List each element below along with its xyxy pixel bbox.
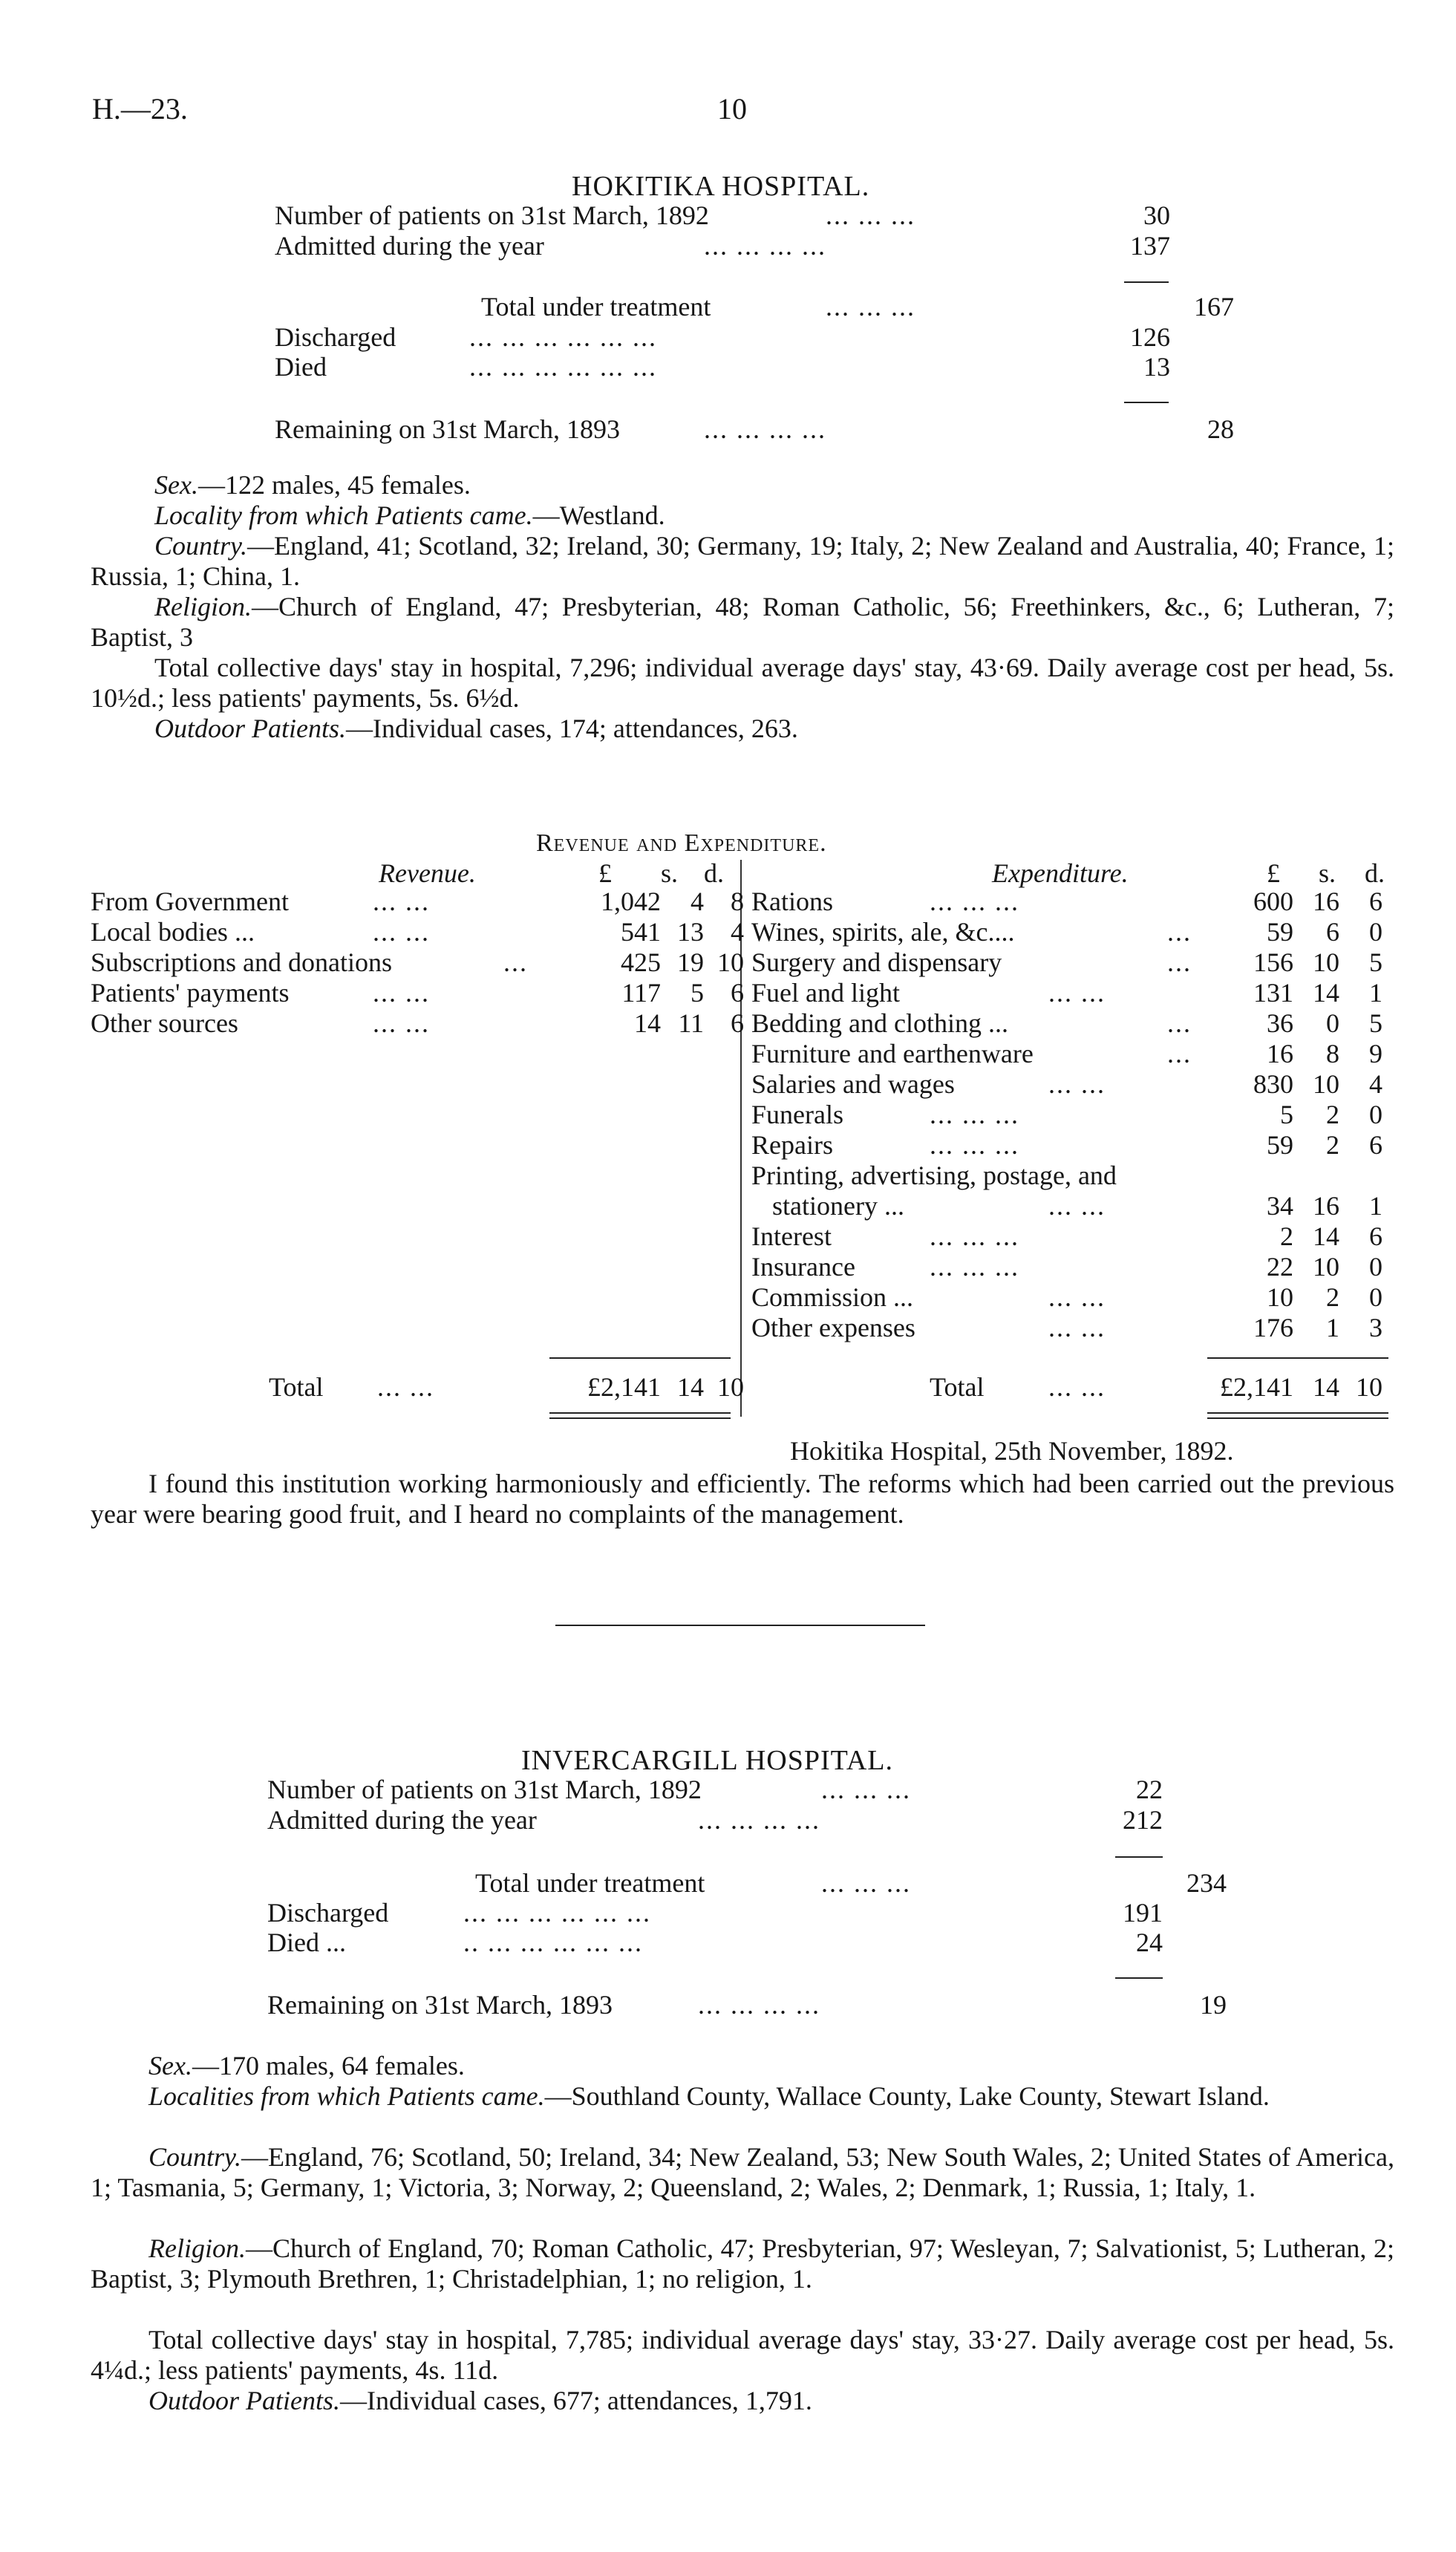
expenditure-row [751,1252,1397,1282]
hokitika-stat-label: Number of patients on 31st March, 1892 [275,200,709,230]
expenditure-shillings: 16 [1313,1191,1339,1221]
revenue-heading: Revenue. [379,858,476,888]
invercargill-outdoor: Outdoor Patients.—Individual cases, 677; attendances, 1,791. [148,2386,812,2415]
revenue-row [91,947,744,977]
expenditure-pence: 0 [1369,1100,1382,1129]
expenditure-row [751,1191,1397,1221]
leader-dots: ... ... ... [826,200,915,230]
leader-dots: .. ... ... ... ... ... [463,1928,643,1957]
expenditure-row [751,1008,1397,1038]
revenue-label: Local bodies ... [91,917,255,947]
expenditure-pence: 3 [1369,1313,1382,1342]
expenditure-row [751,1282,1397,1312]
inspection-text: I found this institution working harmoniously and efficiently. The reforms which had been carried out the previous year were bearing good fruit, and I heard no complaints of the management. [91,1469,1394,1529]
invercargill-discharged-value: 191 [1123,1898,1163,1928]
expenditure-pence: 4 [1369,1069,1382,1099]
expenditure-shillings: 2 [1326,1130,1339,1160]
sum-rule [1115,1977,1163,1979]
revenue-shillings: 19 [677,947,704,977]
col-pounds: £ [1267,858,1280,888]
expenditure-label: Surgery and dispensary [751,947,1002,977]
double-rule [1207,1417,1388,1419]
hokitika-died-value: 13 [1143,352,1170,382]
expenditure-shillings: 14 [1313,978,1339,1008]
hokitika-country: Country.—England, 41; Scotland, 32; Ireland, 30; Germany, 19; Italy, 2; New Zealand and Australia, 40; France, 1; Russia, 1; China, 1. [91,531,1394,591]
expenditure-shillings: 0 [1326,1008,1339,1038]
expenditure-pounds: 131 [1253,978,1293,1008]
invercargill-title: INVERCARGILL HOSPITAL. [521,1745,893,1776]
revenue-total-row [91,1372,744,1402]
expenditure-pence: 6 [1369,1130,1382,1160]
expenditure-label: stationery ... [772,1191,904,1221]
leader-dots: ... ... ... [930,1130,1019,1160]
expenditure-pence: 1 [1369,978,1382,1008]
double-rule [549,1417,731,1419]
expenditure-pence: 5 [1369,947,1382,977]
expenditure-heading: Expenditure. [992,858,1129,888]
leader-dots: ... [503,947,528,977]
leader-dots: ... ... ... ... [704,231,826,261]
expenditure-pounds: 22 [1267,1252,1293,1282]
leader-dots: ... ... ... [930,1100,1019,1129]
hokitika-discharged-label: Discharged [275,322,396,352]
section-separator [555,1625,925,1626]
leader-dots: ... ... [373,1008,430,1038]
expenditure-pounds: 59 [1267,917,1293,947]
hokitika-discharged-value: 126 [1130,322,1170,352]
leader-dots: ... ... ... [826,292,915,322]
hokitika-outdoor: Outdoor Patients.—Individual cases, 174; attendances, 263. [154,714,798,743]
leader-dots: ... [1167,1008,1192,1038]
expenditure-label: Rations [751,887,834,916]
col-shillings: s. [661,858,679,888]
expenditure-shillings: 2 [1326,1100,1339,1129]
revexp-title: Revenue and Expenditure. [536,829,827,857]
revenue-pence: 6 [731,1008,744,1038]
revenue-row [91,1008,744,1038]
revenue-pounds: 14 [634,1008,661,1038]
expenditure-row [751,1069,1397,1099]
revenue-label: From Government [91,887,289,916]
total-shillings: 14 [1313,1372,1339,1402]
leader-dots: ... ... [1048,1313,1106,1342]
invercargill-stay: Total collective days' stay in hospital, 7,785; individual average days' stay, 33·27. Daily average cost per head, 5s. 4¼d.; less patients' payments, 4s. 11d. [91,2325,1394,2385]
expenditure-row [751,978,1397,1008]
expenditure-total-row [751,1372,1397,1402]
expenditure-shillings: 14 [1313,1221,1339,1251]
expenditure-row [751,1100,1397,1129]
leader-dots: ... ... [373,978,430,1008]
expenditure-label: Bedding and clothing ... [751,1008,1008,1038]
leader-dots: ... ... [1048,1372,1106,1402]
expenditure-pounds: 5 [1280,1100,1293,1129]
revenue-row [91,978,744,1008]
hokitika-stat-value: 137 [1130,231,1170,261]
invercargill-discharged-label: Discharged [267,1898,389,1928]
expenditure-pounds: 36 [1267,1008,1293,1038]
hokitika-title: HOKITIKA HOSPITAL. [572,171,870,202]
expenditure-pence: 5 [1369,1008,1382,1038]
expenditure-label: Funerals [751,1100,843,1129]
invercargill-stat-label: Number of patients on 31st March, 1892 [267,1775,702,1804]
double-rule [1207,1412,1388,1414]
page-number: 10 [717,92,747,125]
col-pence: d. [1365,858,1385,888]
revenue-pence: 6 [731,978,744,1008]
invercargill-total-label: Total under treatment [475,1868,705,1898]
hokitika-remaining-value: 28 [1207,414,1234,444]
col-pounds: £ [598,858,612,888]
expenditure-pounds: 176 [1253,1313,1293,1342]
double-rule [549,1412,731,1414]
expenditure-shillings: 10 [1313,947,1339,977]
expenditure-shillings: 8 [1326,1039,1339,1068]
expenditure-label: Interest [751,1221,832,1251]
col-shillings: s. [1319,858,1336,888]
leader-dots: ... ... [1048,978,1106,1008]
total-label: Total [930,1372,985,1402]
revenue-pence: 8 [731,887,744,916]
expenditure-pence: 6 [1369,1221,1382,1251]
revenue-shillings: 13 [677,917,704,947]
revenue-shillings: 4 [691,887,704,916]
expenditure-label: Furniture and earthenware [751,1039,1034,1068]
leader-dots: ... ... ... [821,1868,911,1898]
expenditure-shillings: 2 [1326,1282,1339,1312]
invercargill-country: Country.—England, 76; Scotland, 50; Ireland, 34; New Zealand, 53; New South Wales, 2; United States of America, 1; Tasmania, 5; Germany, 1; Victoria, 3; Norway, 2; Queensland, 2; Wales, 2; Denmark, 1; Russia, 1; Italy, 1. [91,2142,1394,2202]
expenditure-label: Repairs [751,1130,833,1160]
inspection-place-date: Hokitika Hospital, 25th November, 1892. [790,1436,1234,1466]
hokitika-stay: Total collective days' stay in hospital, 7,296; individual average days' stay, 43·69. Daily average cost per head, 5s. 10½d.; less patients' payments, 5s. 6½d. [91,653,1394,713]
leader-dots: ... ... ... [930,1252,1019,1282]
expenditure-row [751,887,1397,916]
expenditure-pence: 0 [1369,1252,1382,1282]
sum-rule [1124,281,1169,283]
expenditure-shillings: 16 [1313,887,1339,916]
hokitika-stat-label: Admitted during the year [275,231,544,261]
invercargill-remaining-label: Remaining on 31st March, 1893 [267,1990,613,2020]
expenditure-shillings: 6 [1326,917,1339,947]
expenditure-pence: 9 [1369,1039,1382,1068]
expenditure-pence: 0 [1369,1282,1382,1312]
leader-dots: ... ... ... ... ... ... [469,352,657,382]
revenue-shillings: 11 [678,1008,704,1038]
sum-rule [1115,1856,1163,1858]
revenue-pounds: 541 [621,917,661,947]
expenditure-label: Commission ... [751,1282,914,1312]
col-pence: d. [704,858,724,888]
expenditure-label: Insurance [751,1252,855,1282]
expenditure-shillings: 1 [1326,1313,1339,1342]
leader-dots: ... ... ... ... [704,414,826,444]
leader-dots: ... ... ... [821,1775,911,1804]
revenue-pence: 10 [717,947,744,977]
leader-dots: ... ... ... ... [698,1990,820,2020]
expenditure-pounds: 830 [1253,1069,1293,1099]
total-label: Total [269,1372,324,1402]
expenditure-row [751,917,1397,947]
report-reference: H.—23. [92,92,188,125]
invercargill-died-label: Died ... [267,1928,346,1957]
invercargill-stat-value: 22 [1136,1775,1163,1804]
invercargill-stat-label: Admitted during the year [267,1805,537,1835]
expenditure-pounds: 59 [1267,1130,1293,1160]
leader-dots: ... [1167,917,1192,947]
expenditure-label: Fuel and light [751,978,900,1008]
revenue-label: Patients' payments [91,978,290,1008]
expenditure-pounds: 10 [1267,1282,1293,1312]
sum-rule [1124,402,1169,403]
total-pounds: £2,141 [587,1372,661,1402]
expenditure-pounds: 2 [1280,1221,1293,1251]
hokitika-total-value: 167 [1194,292,1234,322]
expenditure-pence: 0 [1369,917,1382,947]
total-pounds: £2,141 [1220,1372,1293,1402]
hokitika-total-label: Total under treatment [481,292,711,322]
leader-dots: ... ... [1048,1069,1106,1099]
expenditure-row [751,1130,1397,1160]
total-pence: 10 [1356,1372,1382,1402]
revenue-row [91,917,744,947]
total-rule-revenue [549,1357,731,1359]
leader-dots: ... ... [373,917,430,947]
expenditure-row [751,1039,1397,1068]
revenue-row [91,887,744,916]
expenditure-pounds: 600 [1253,887,1293,916]
leader-dots: ... ... ... [930,887,1019,916]
leader-dots: ... ... [373,887,430,916]
invercargill-total-value: 234 [1186,1868,1227,1898]
leader-dots: ... ... ... ... ... ... [469,322,657,352]
revenue-pounds: 117 [621,978,661,1008]
leader-dots: ... ... ... ... ... ... [463,1898,651,1928]
total-rule-expenditure [1207,1357,1388,1359]
expenditure-label: Other expenses [751,1313,915,1342]
expenditure-row [751,1221,1397,1251]
expenditure-row [751,1313,1397,1342]
expenditure-label: Wines, spirits, ale, &c.... [751,917,1015,947]
leader-dots: ... ... [1048,1191,1106,1221]
invercargill-religion: Religion.—Church of England, 70; Roman Catholic, 47; Presbyterian, 97; Wesleyan, 7; Salvationist, 5; Lutheran, 2; Baptist, 3; Plymouth Brethren, 1; Christadelphian, 1; no religion, 1. [91,2233,1394,2294]
leader-dots: ... [1167,947,1192,977]
invercargill-sex: Sex.—170 males, 64 females. [148,2051,465,2081]
hokitika-died-label: Died [275,352,327,382]
revenue-label: Other sources [91,1008,238,1038]
expenditure-shillings: 10 [1313,1252,1339,1282]
hokitika-sex: Sex.—122 males, 45 females. [154,470,471,500]
expenditure-shillings: 10 [1313,1069,1339,1099]
hokitika-locality: Locality from which Patients came.—Westland. [154,500,665,530]
revenue-label: Subscriptions and donations [91,947,392,977]
invercargill-stat-value: 212 [1123,1805,1163,1835]
expenditure-pence: 6 [1369,887,1382,916]
expenditure-label: Printing, advertising, postage, and [751,1161,1117,1190]
invercargill-remaining-value: 19 [1200,1990,1227,2020]
leader-dots: ... ... ... ... [698,1805,820,1835]
expenditure-row [751,947,1397,977]
expenditure-pence: 1 [1369,1191,1382,1221]
invercargill-died-value: 24 [1136,1928,1163,1957]
revenue-pounds: 1,042 [601,887,661,916]
total-shillings: 14 [677,1372,704,1402]
revenue-shillings: 5 [691,978,704,1008]
revenue-pence: 4 [731,917,744,947]
revenue-pounds: 425 [621,947,661,977]
invercargill-locality: Localities from which Patients came.—Southland County, Wallace County, Lake County, Stewart Island. [148,2081,1270,2111]
leader-dots: ... [1167,1039,1192,1068]
hokitika-religion: Religion.—Church of England, 47; Presbyterian, 48; Roman Catholic, 56; Freethinkers, &c., 6; Lutheran, 7; Baptist, 3 [91,592,1394,652]
expenditure-pounds: 34 [1267,1191,1293,1221]
leader-dots: ... ... [1048,1282,1106,1312]
leader-dots: ... ... [377,1372,434,1402]
hokitika-remaining-label: Remaining on 31st March, 1893 [275,414,620,444]
leader-dots: ... ... ... [930,1221,1019,1251]
total-pence: 10 [717,1372,744,1402]
expenditure-row [751,1161,1397,1190]
hokitika-stat-value: 30 [1143,200,1170,230]
expenditure-pounds: 156 [1253,947,1293,977]
expenditure-pounds: 16 [1267,1039,1293,1068]
expenditure-label: Salaries and wages [751,1069,955,1099]
